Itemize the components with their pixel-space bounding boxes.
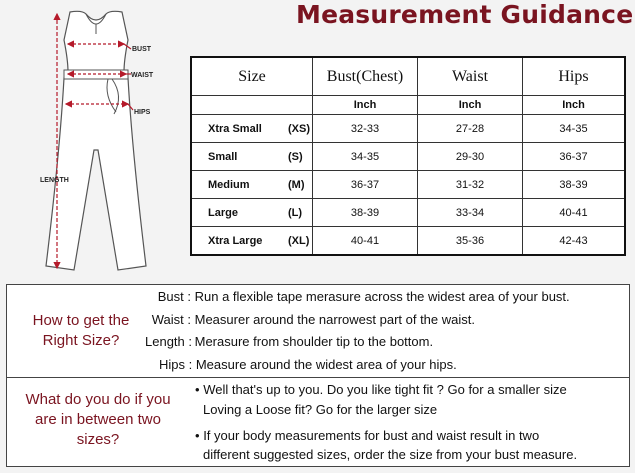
guide-text: Run a flexible tape merasure across the widest area of your bust. xyxy=(194,289,570,304)
guide-length xyxy=(145,334,433,349)
guide-text: Measurer around the narrowest part of the waist. xyxy=(194,312,475,327)
jumpsuit-diagram xyxy=(0,0,185,282)
bust-label: BUST xyxy=(132,46,152,53)
tip-2 xyxy=(195,428,539,443)
hips-cell: 34-35 xyxy=(523,115,626,143)
size-code: (S) xyxy=(288,150,303,163)
page-title: Measurement Guidance xyxy=(296,0,634,29)
header-bust: Bust(Chest) xyxy=(313,57,418,96)
between-question-line1: What do you do if you xyxy=(25,391,171,408)
right-size-question xyxy=(11,311,151,351)
header-hips: Hips xyxy=(523,57,626,96)
between-question-line3: sizes? xyxy=(76,431,120,448)
size-code: (L) xyxy=(288,206,303,219)
between-sizes-panel xyxy=(6,377,630,467)
guide-hips xyxy=(153,357,457,372)
hips-cell: 36-37 xyxy=(523,143,626,171)
header-size: Size xyxy=(191,57,313,96)
header-waist: Waist xyxy=(418,57,523,96)
between-sizes-question xyxy=(9,390,187,450)
tip2-line1: If your body measurements for bust and waist result in two xyxy=(203,428,540,443)
bust-cell: 32-33 xyxy=(313,115,418,143)
bullet-icon: • xyxy=(195,428,200,443)
size-chart-table xyxy=(190,56,626,256)
size-cell xyxy=(191,115,313,143)
table-header-row xyxy=(191,57,625,96)
size-cell xyxy=(191,143,313,171)
table-units-row xyxy=(191,96,625,115)
size-name: Large xyxy=(208,206,238,219)
bust-cell: 38-39 xyxy=(313,199,418,227)
waist-cell: 29-30 xyxy=(418,143,523,171)
bust-cell: 34-35 xyxy=(313,143,418,171)
hips-cell: 38-39 xyxy=(523,171,626,199)
size-code: (XS) xyxy=(288,122,310,135)
between-question-line2: are in between two xyxy=(35,411,161,428)
size-name: Medium xyxy=(208,178,250,191)
tip1-line1: Well that's up to you. Do you like tight fit ? Go for a smaller size xyxy=(203,382,567,397)
size-name: Small xyxy=(208,150,238,163)
right-size-panel xyxy=(6,284,630,379)
size-code: (M) xyxy=(288,178,305,191)
waist-label: WAIST xyxy=(131,72,154,79)
guide-bust xyxy=(151,289,570,304)
guide-key: Length : xyxy=(145,334,192,349)
tip2-line2: different suggested sizes, order the size from your bust measure. xyxy=(203,447,578,462)
guide-key: Hips xyxy=(158,357,185,372)
guide-waist xyxy=(145,312,475,327)
tip1-line2: Loving a Loose fit? Go for the larger size xyxy=(203,402,438,417)
unit-bust: Inch xyxy=(313,96,418,115)
table-row xyxy=(191,115,625,143)
right-size-question-line2: Right Size? xyxy=(42,332,120,349)
waist-cell: 27-28 xyxy=(418,115,523,143)
size-code: (XL) xyxy=(288,234,310,247)
hips-cell: 42-43 xyxy=(523,227,626,256)
waist-cell: 35-36 xyxy=(418,227,523,256)
unit-hips: Inch xyxy=(523,96,626,115)
bust-cell: 40-41 xyxy=(313,227,418,256)
size-cell xyxy=(191,171,313,199)
guide-text: : Measure around the widest area of your hips. xyxy=(188,357,457,372)
hips-cell: 40-41 xyxy=(523,199,626,227)
waist-cell: 33-34 xyxy=(418,199,523,227)
size-name: Xtra Small xyxy=(208,122,262,135)
table-row xyxy=(191,171,625,199)
bust-cell: 36-37 xyxy=(313,171,418,199)
waist-cell: 31-32 xyxy=(418,171,523,199)
length-label: LENGTH xyxy=(40,177,69,184)
right-size-question-line1: How to get the xyxy=(32,312,130,329)
size-cell xyxy=(191,227,313,256)
unit-waist: Inch xyxy=(418,96,523,115)
table-row xyxy=(191,227,625,256)
table-row xyxy=(191,143,625,171)
jumpsuit-outline-icon xyxy=(46,11,146,270)
guide-text: Merasure from shoulder tip to the bottom. xyxy=(194,334,434,349)
guide-key: Waist : xyxy=(151,312,191,327)
bullet-icon: • xyxy=(195,382,200,397)
unit-size xyxy=(191,96,313,115)
guide-key: Bust : xyxy=(157,289,191,304)
hips-label: HIPS xyxy=(134,109,151,116)
table-row xyxy=(191,199,625,227)
size-name: Xtra Large xyxy=(208,234,263,247)
size-cell xyxy=(191,199,313,227)
tip-1 xyxy=(195,382,567,397)
